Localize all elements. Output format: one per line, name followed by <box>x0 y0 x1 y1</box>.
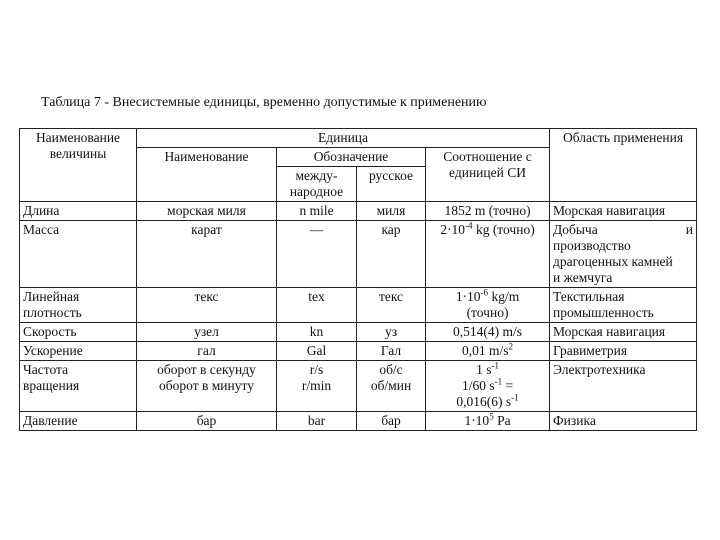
header-russian: русское <box>357 167 426 202</box>
cell-si-relation: 1852 m (точно) <box>426 202 550 221</box>
cell-application-field: Морская навигация <box>550 323 697 342</box>
header-unit-name: Наименование <box>137 148 277 202</box>
cell-application-field: Электротехника <box>550 361 697 412</box>
cell-intl-designation: kn <box>277 323 357 342</box>
cell-si-relation: $2\cdot 10^{-4}$ kg (точно) <box>426 221 550 288</box>
cell-application-field: Морская навигация <box>550 202 697 221</box>
header-field: Область применения <box>550 129 697 202</box>
table-caption: Таблица 7 - Внесистемные единицы, временно допустимые к применению <box>41 95 487 110</box>
table-row <box>20 221 697 288</box>
cell-si-relation: 0,01 $m/s^2$ <box>426 342 550 361</box>
header-unit: Единица <box>137 129 550 148</box>
cell-si-relation: 0,514(4) m/s <box>426 323 550 342</box>
cell-intl-designation: tex <box>277 288 357 323</box>
cell-quantity: Линейная плотность <box>20 288 137 323</box>
cell-application-field: Гравиметрия <box>550 342 697 361</box>
cell-rus-designation: Гал <box>357 342 426 361</box>
cell-intl-designation: Gal <box>277 342 357 361</box>
cell-intl-designation: n mile <box>277 202 357 221</box>
header-quantity-name: Наименование величины <box>20 129 137 202</box>
header-relation: Соотношение с единицей СИ <box>426 148 550 202</box>
cell-quantity: Ускорение <box>20 342 137 361</box>
cell-application-field: Физика <box>550 412 697 431</box>
cell-unit-name: узел <box>137 323 277 342</box>
cell-si-relation: 1 $s^{-1}$ 1/60 $s^{-1}$ = 0,016(6) $s^{-1}$ <box>426 361 550 412</box>
cell-rus-designation: бар <box>357 412 426 431</box>
cell-quantity: Масса <box>20 221 137 288</box>
cell-intl-designation: r/s r/min <box>277 361 357 412</box>
table-row <box>20 323 697 342</box>
table-row <box>20 342 697 361</box>
cell-quantity: Частота вращения <box>20 361 137 412</box>
table-row <box>20 288 697 323</box>
cell-rus-designation: об/с об/мин <box>357 361 426 412</box>
cell-rus-designation: уз <box>357 323 426 342</box>
cell-quantity: Скорость <box>20 323 137 342</box>
cell-application-field: Добыча и производство драгоценных камней и жемчуга <box>550 221 697 288</box>
cell-unit-name: бар <box>137 412 277 431</box>
cell-unit-name: оборот в секунду оборот в минуту <box>137 361 277 412</box>
cell-application-field: Текстильная промышленность <box>550 288 697 323</box>
cell-si-relation: $1\cdot 10^{-6}$ kg/m (точно) <box>426 288 550 323</box>
table-row <box>20 361 697 412</box>
header-row <box>20 129 697 148</box>
table-row <box>20 412 697 431</box>
header-designation: Обозначение <box>277 148 426 167</box>
cell-rus-designation: миля <box>357 202 426 221</box>
cell-unit-name: карат <box>137 221 277 288</box>
cell-rus-designation: кар <box>357 221 426 288</box>
table-body <box>20 202 697 431</box>
cell-quantity: Длина <box>20 202 137 221</box>
header-international: между- народное <box>277 167 357 202</box>
table-row <box>20 202 697 221</box>
cell-unit-name: гал <box>137 342 277 361</box>
cell-unit-name: текс <box>137 288 277 323</box>
cell-intl-designation: — <box>277 221 357 288</box>
units-table <box>19 128 697 431</box>
cell-intl-designation: bar <box>277 412 357 431</box>
cell-rus-designation: текс <box>357 288 426 323</box>
cell-quantity: Давление <box>20 412 137 431</box>
cell-unit-name: морская миля <box>137 202 277 221</box>
cell-si-relation: $1\cdot 10^5$ Pa <box>426 412 550 431</box>
